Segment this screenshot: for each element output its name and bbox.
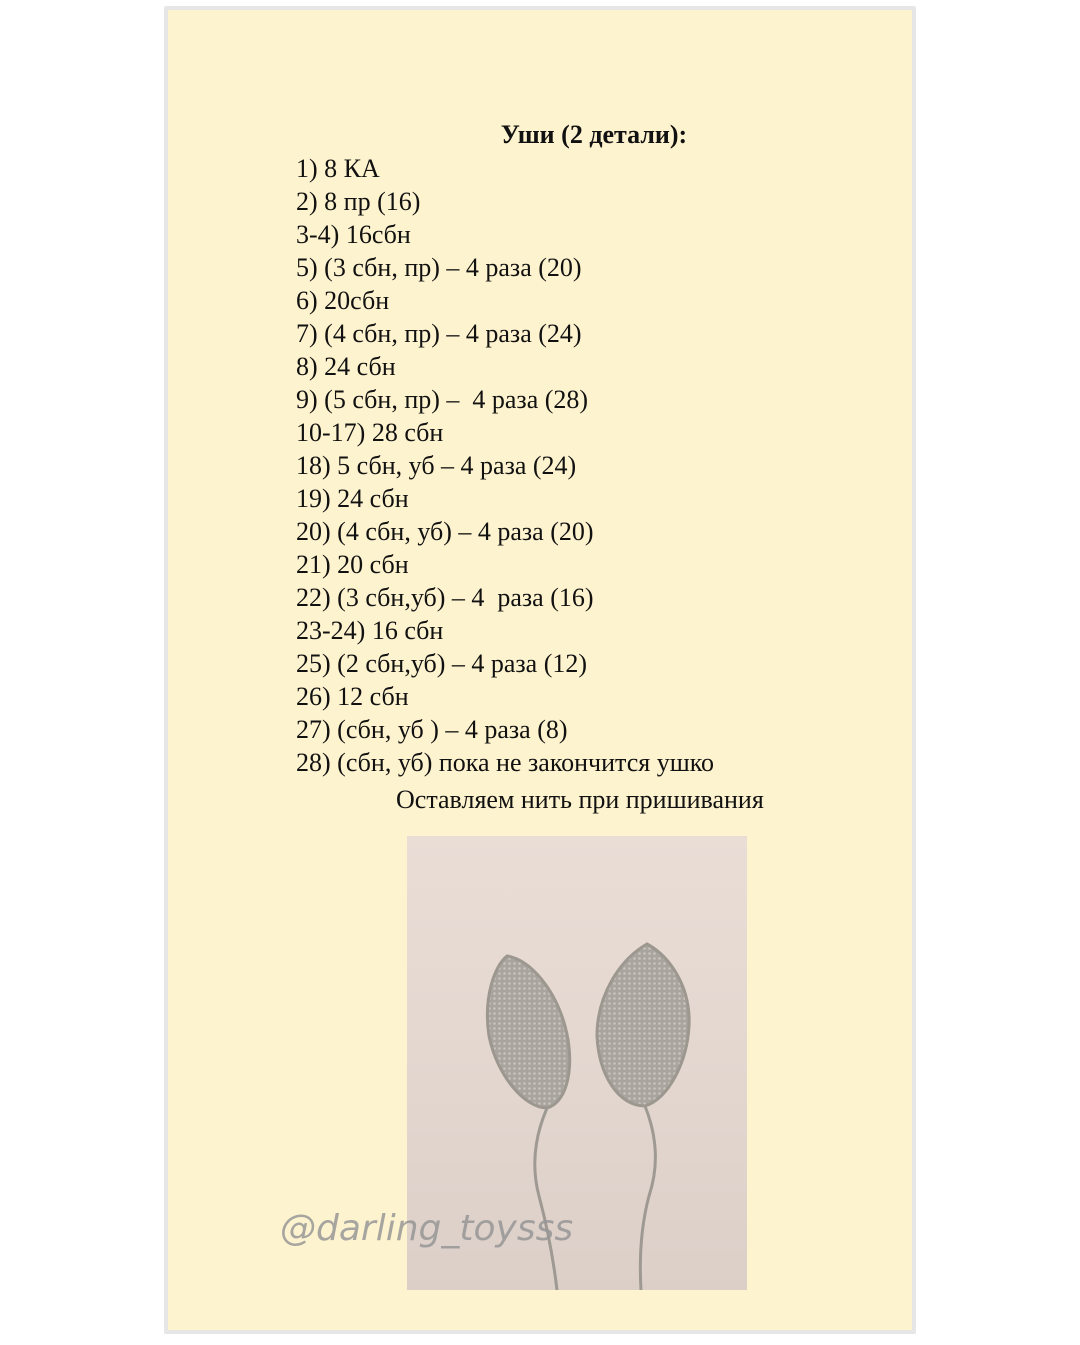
step-row: 25) (2 сбн,уб) – 4 раза (12) — [296, 649, 588, 678]
step-row: 21) 20 сбн — [296, 550, 409, 579]
left-yarn-tail — [535, 1108, 557, 1290]
step-row: 23-24) 16 сбн — [296, 616, 444, 645]
step-row: 26) 12 сбн — [296, 682, 409, 711]
final-note: Оставляем нить при пришивания — [396, 785, 764, 814]
left-ear — [487, 956, 569, 1108]
right-yarn-tail — [640, 1106, 655, 1290]
step-row: 19) 24 сбн — [296, 484, 409, 513]
step-row: 20) (4 сбн, уб) – 4 раза (20) — [296, 517, 594, 546]
step-row: 8) 24 сбн — [296, 352, 396, 381]
step-row: 18) 5 сбн, уб – 4 раза (24) — [296, 451, 577, 480]
step-row: 22) (3 сбн,уб) – 4 раза (16) — [296, 583, 594, 612]
step-row: 1) 8 КА — [296, 154, 380, 183]
step-row: 6) 20сбн — [296, 286, 390, 315]
step-row: 10-17) 28 сбн — [296, 418, 444, 447]
step-row: 2) 8 пр (16) — [296, 187, 421, 216]
step-row: 27) (сбн, уб ) – 4 раза (8) — [296, 715, 568, 744]
right-ear — [597, 944, 689, 1106]
step-row: 5) (3 сбн, пр) – 4 раза (20) — [296, 253, 582, 282]
step-row: 28) (сбн, уб) пока не закончится ушко — [296, 748, 715, 777]
step-row: 3-4) 16сбн — [296, 220, 411, 249]
pattern-steps — [296, 152, 714, 779]
watermark-handle: @darling_toysss — [280, 1208, 574, 1249]
section-title: Уши (2 детали): — [500, 120, 688, 149]
step-row: 7) (4 сбн, пр) – 4 раза (24) — [296, 319, 582, 348]
step-row: 9) (5 сбн, пр) – 4 раза (28) — [296, 385, 589, 414]
